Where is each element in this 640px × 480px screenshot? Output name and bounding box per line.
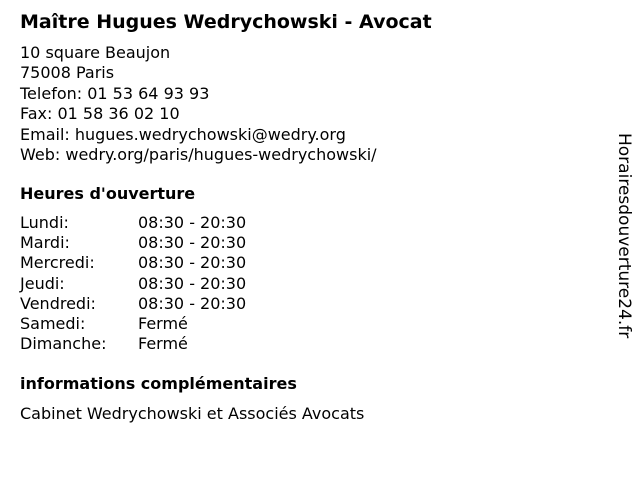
day-label: Vendredi: (20, 293, 96, 313)
day-label: Lundi: (20, 213, 69, 232)
page-title: Maître Hugues Wedrychowski - Avocat (20, 11, 432, 33)
phone-number: Telefon: 01 53 64 93 93 (20, 83, 210, 103)
opening-hours-table (20, 213, 246, 354)
time-value: Fermé (138, 313, 188, 333)
website-address: Web: wedry.org/paris/hugues-wedrychowski/ (20, 144, 377, 164)
time-value: 08:30 - 20:30 (138, 213, 247, 232)
day-label: Jeudi: (20, 273, 65, 293)
fax-number: Fax: 01 58 36 02 10 (20, 104, 180, 124)
time-value: 08:30 - 20:30 (138, 233, 247, 253)
hours-row-saturday (20, 314, 246, 334)
hours-row-sunday (20, 334, 246, 354)
additional-info-heading: informations complémentaires (20, 374, 297, 393)
day-label: Mardi: (20, 233, 70, 253)
time-value: 08:30 - 20:30 (138, 293, 247, 313)
email-address: Email: hugues.wedrychowski@wedry.org (20, 124, 346, 144)
hours-row-wednesday (20, 253, 246, 273)
day-label: Dimanche: (20, 334, 107, 354)
opening-hours-heading: Heures d'ouverture (20, 184, 196, 203)
time-value: 08:30 - 20:30 (138, 253, 247, 273)
hours-row-friday (20, 294, 246, 314)
time-value: 08:30 - 20:30 (138, 273, 247, 293)
street-address: 10 square Beaujon (20, 43, 171, 62)
day-label: Samedi: (20, 313, 86, 333)
time-value: Fermé (138, 334, 188, 354)
city-postal: 75008 Paris (20, 63, 115, 83)
hours-row-monday (20, 213, 246, 233)
hours-row-thursday (20, 274, 246, 294)
site-watermark: Horairesdouverture24.fr (614, 133, 634, 339)
day-label: Mercredi: (20, 253, 95, 273)
additional-info-text: Cabinet Wedrychowski et Associés Avocats (20, 404, 365, 423)
address-block (20, 43, 377, 165)
hours-row-tuesday (20, 233, 246, 253)
